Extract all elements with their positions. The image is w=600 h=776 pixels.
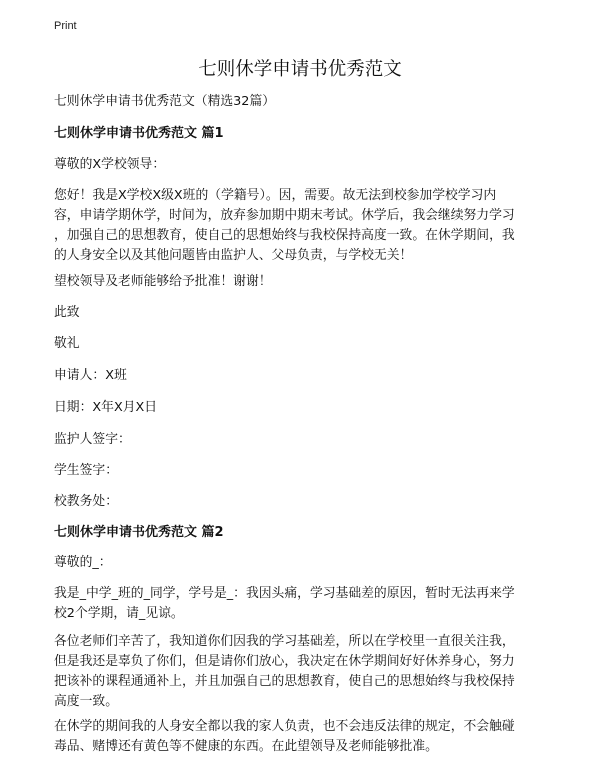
body-line: 各位老师们辛苦了，我知道你们因我的学习基础差，所以在学校里一直很关注我， [54, 634, 515, 649]
body-line: 在休学的期间我的人身安全都以我的家人负责，也不会违反法律的规定，不会触碰 [54, 719, 515, 734]
body-line: 但是我还是辜负了你们，但是请你们放心，我决定在休学期间好好休养身心，努力 [54, 654, 515, 669]
closing-greeting: 此致 [54, 305, 80, 320]
document-subtitle: 七则休学申请书优秀范文（精选32篇） [54, 94, 276, 109]
body-line: 把该补的课程通通补上，并且加强自己的思想教育，使自己的思想始终与我校保持 [54, 674, 515, 689]
body-line: 校2个学期，请_见谅。 [54, 606, 184, 621]
closing-salute: 敬礼 [54, 336, 80, 351]
body-line: ，加强自己的思想教育，使自己的思想始终与我校保持高度一致。在休学期间，我 [54, 228, 515, 243]
guardian-signature-line: 监护人签字： [54, 432, 131, 447]
document-title: 七则休学申请书优秀范文 [198, 59, 402, 80]
section-2-paragraph-1 [54, 584, 554, 624]
section-1-salutation: 尊敬的X学校领导： [54, 157, 166, 172]
body-line: 毒品、赌博还有黄色等不健康的东西。在此望领导及老师能够批准。 [54, 739, 438, 754]
body-line: 的人身安全以及其他问题皆由监护人、父母负责，与学校无关！ [54, 248, 413, 263]
section-2-heading: 七则休学申请书优秀范文 篇2 [54, 525, 224, 540]
body-line: 高度一致。 [54, 694, 118, 709]
body-line: 我是_中学_班的_同学，学号是_：我因头痛，学习基础差的原因，暂时无法再来学 [54, 586, 515, 601]
section-1-heading: 七则休学申请书优秀范文 篇1 [54, 126, 224, 141]
section-2-paragraph-3 [54, 717, 554, 757]
student-signature-line: 学生签字： [54, 463, 118, 478]
section-1-request: 望校领导及老师能够给予批准！谢谢！ [54, 274, 272, 289]
body-line: 容，申请学期休学，时间为，放弃参加期中期末考试。休学后，我会继续努力学习 [54, 208, 515, 223]
academic-office-line: 校教务处： [54, 494, 118, 509]
section-2-salutation: 尊敬的_： [54, 555, 112, 570]
applicant-line: 申请人：X班 [54, 368, 127, 383]
section-2-paragraph-2 [54, 632, 554, 712]
print-link[interactable]: Print [54, 20, 77, 32]
date-line: 日期：X年X月X日 [54, 400, 158, 415]
section-1-body [54, 186, 554, 266]
body-line: 您好！我是X学校X级X班的（学籍号）。因，需要。故无法到校参加学校学习内 [54, 188, 497, 203]
